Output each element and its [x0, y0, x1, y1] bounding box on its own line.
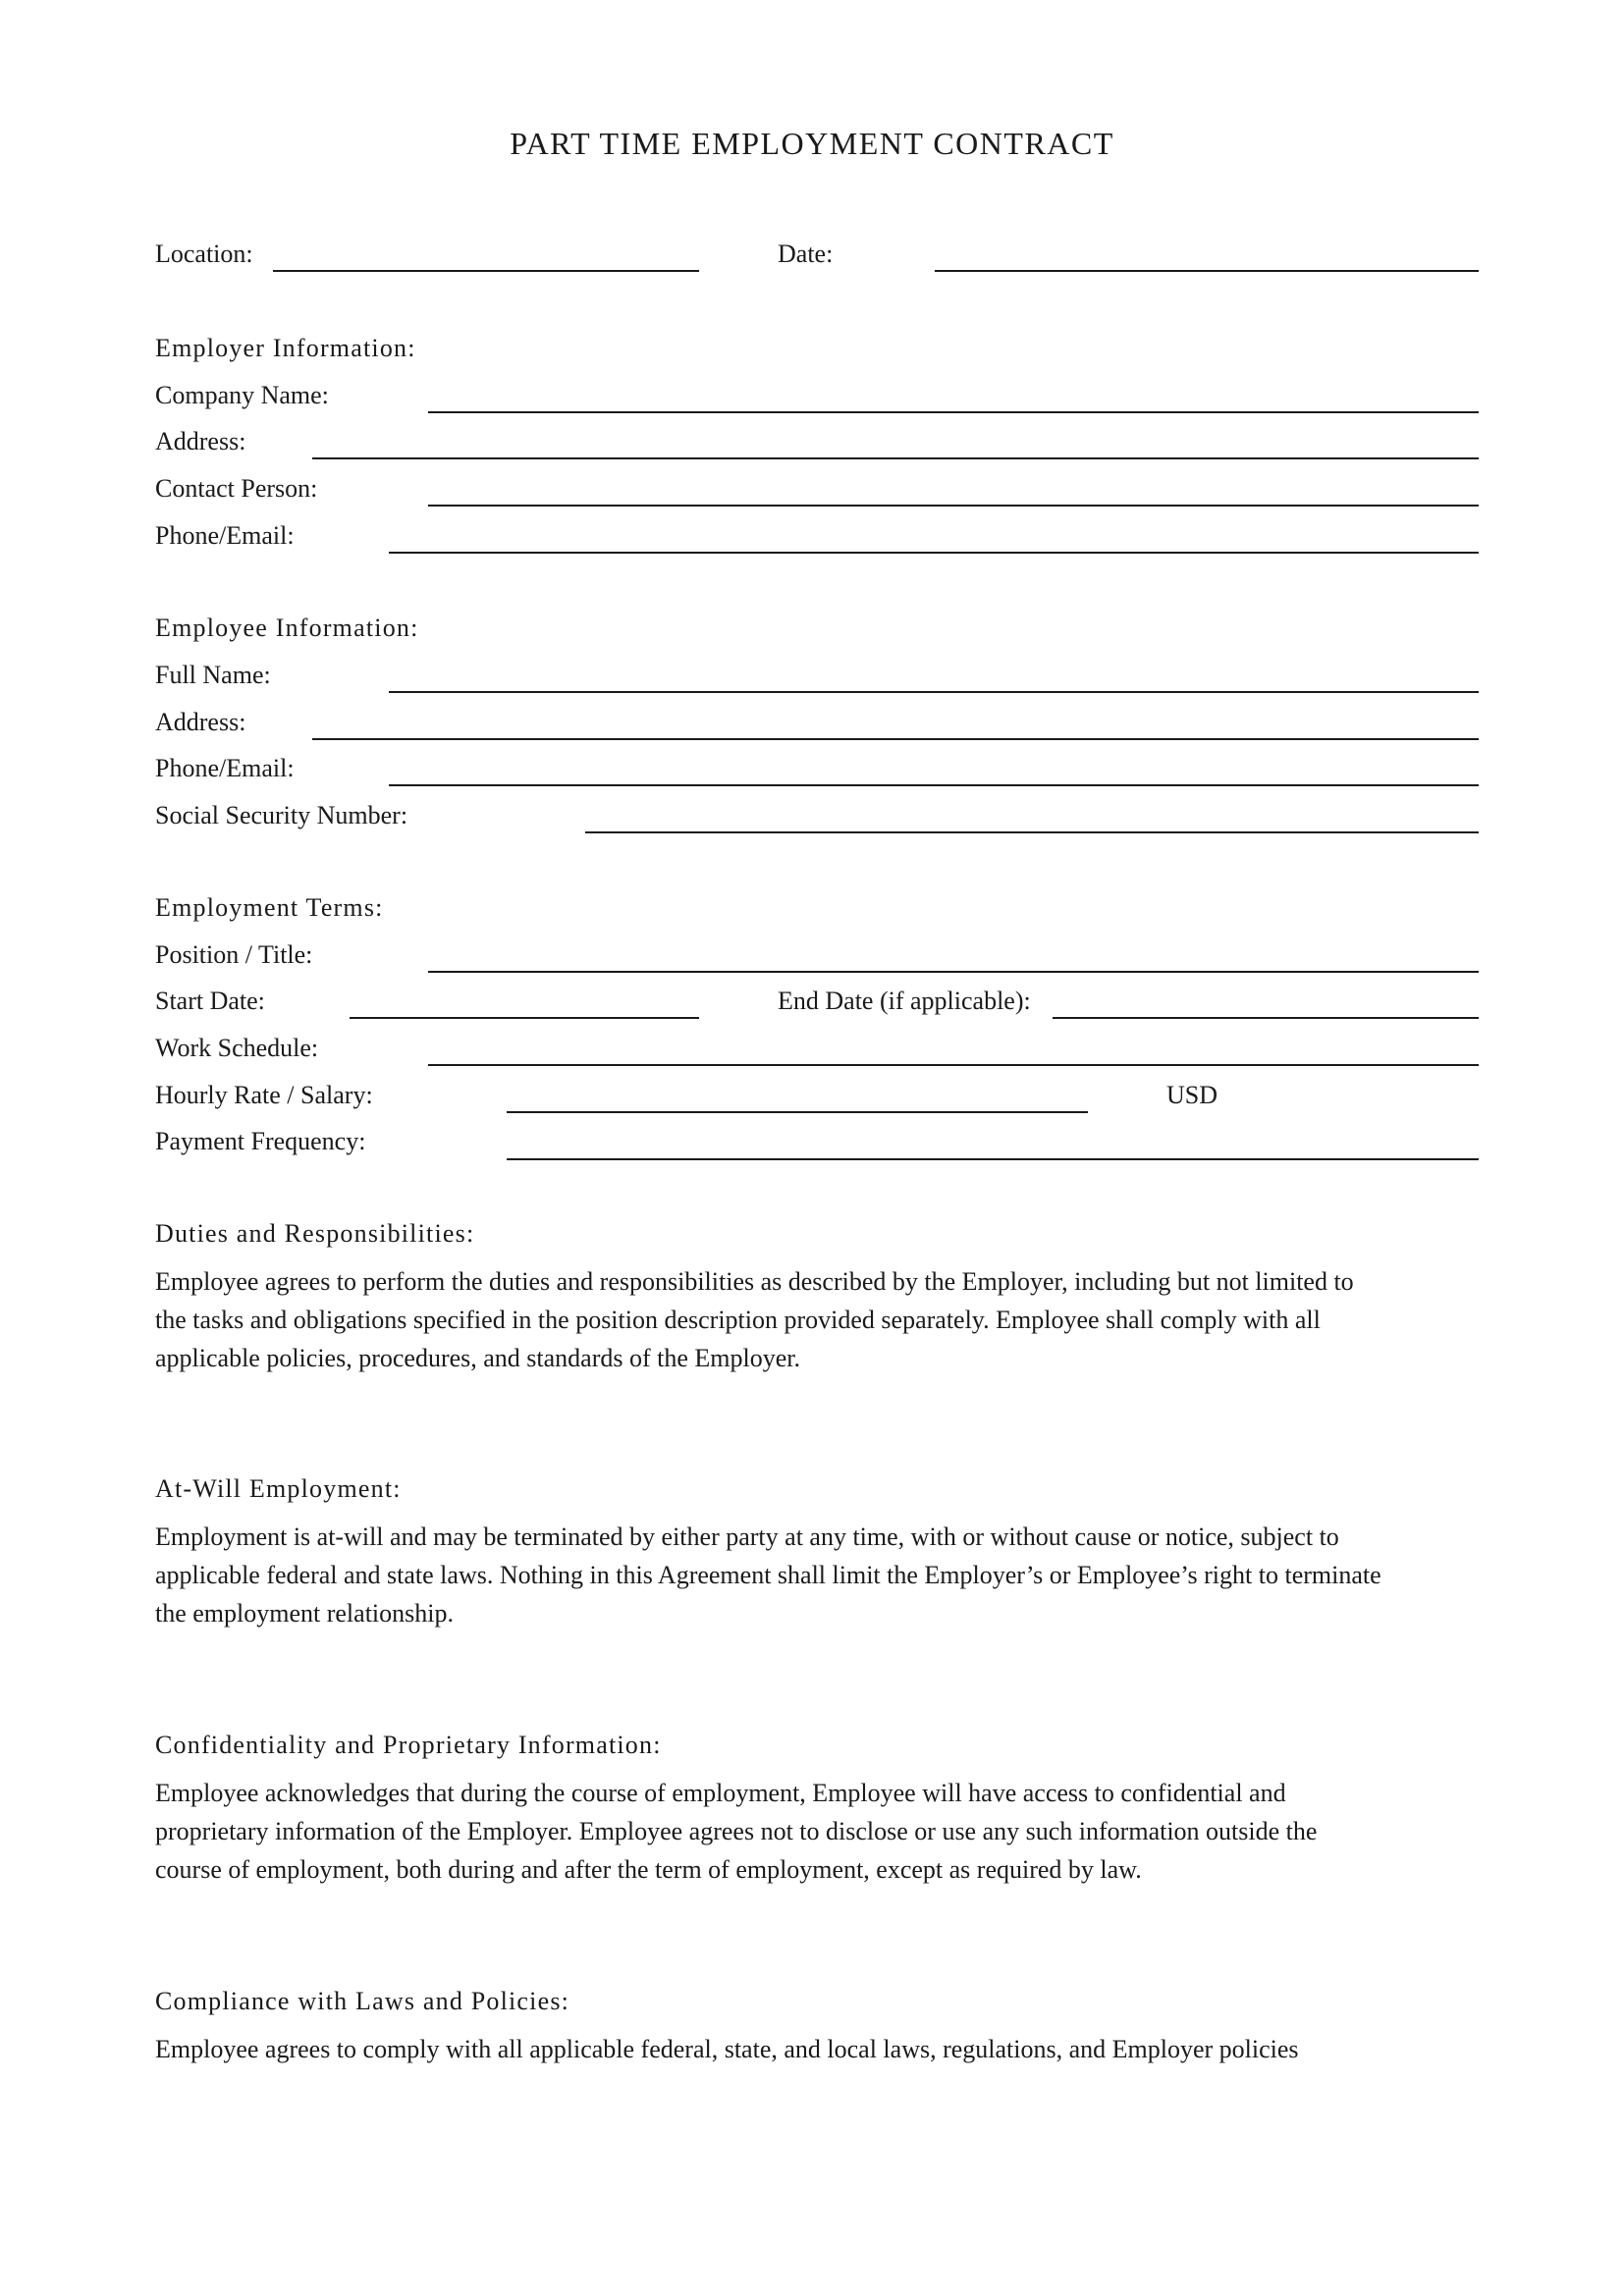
confidentiality-line-1: Employee acknowledges that during the course of employment, Employee will have access to confidential and — [155, 1779, 1286, 1807]
compliance-paragraph — [155, 2030, 1490, 2068]
compliance-line-1: Employee agrees to comply with all applicable federal, state, and local laws, regulations, and Employer policies — [155, 2035, 1299, 2063]
currency-label: USD — [1166, 1081, 1218, 1109]
employer-address-field[interactable] — [312, 457, 1479, 459]
duties-paragraph — [155, 1262, 1490, 1377]
payment-frequency-field[interactable] — [507, 1158, 1479, 1160]
end-date-label: End Date (if applicable): — [778, 987, 1031, 1015]
ssn-field[interactable] — [585, 831, 1479, 833]
ssn-label: Social Security Number: — [155, 801, 408, 829]
atwill-line-1: Employment is at-will and may be terminated by either party at any time, with or without cause or notice, subject to — [155, 1522, 1339, 1551]
employee-address-field[interactable] — [312, 738, 1479, 740]
company-name-field[interactable] — [428, 411, 1479, 413]
payment-frequency-label: Payment Frequency: — [155, 1127, 366, 1155]
start-date-label: Start Date: — [155, 987, 265, 1015]
employer-phone-label: Phone/Email: — [155, 521, 295, 550]
duties-line-1: Employee agrees to perform the duties and responsibilities as described by the Employer, including but not limited to — [155, 1267, 1354, 1296]
page-title: PART TIME EMPLOYMENT CONTRACT — [510, 126, 1114, 161]
employer-address-label: Address: — [155, 427, 246, 455]
compliance-heading: Compliance with Laws and Policies: — [155, 1987, 570, 2015]
employee-address-label: Address: — [155, 708, 246, 736]
duties-line-3: applicable policies, procedures, and standards of the Employer. — [155, 1344, 801, 1372]
full-name-field[interactable] — [389, 691, 1479, 693]
work-schedule-field[interactable] — [428, 1064, 1479, 1066]
position-label: Position / Title: — [155, 940, 313, 969]
company-name-label: Company Name: — [155, 381, 329, 409]
end-date-field[interactable] — [1053, 1017, 1479, 1019]
contact-person-label: Contact Person: — [155, 474, 318, 503]
duties-line-2: the tasks and obligations specified in the position description provided separately. Employee shall comply with all — [155, 1306, 1321, 1334]
confidentiality-heading: Confidentiality and Proprietary Information: — [155, 1731, 662, 1759]
atwill-line-2: applicable federal and state laws. Nothing in this Agreement shall limit the Employer’s or Employee’s right to terminate — [155, 1561, 1381, 1589]
location-label: Location: — [155, 240, 253, 268]
confidentiality-line-2: proprietary information of the Employer. Employee agrees not to disclose or use any such information outside the — [155, 1817, 1318, 1845]
employer-heading: Employer Information: — [155, 334, 416, 362]
employee-phone-label: Phone/Email: — [155, 754, 295, 782]
rate-label: Hourly Rate / Salary: — [155, 1081, 373, 1109]
terms-heading: Employment Terms: — [155, 893, 384, 922]
contact-person-field[interactable] — [428, 505, 1479, 507]
position-field[interactable] — [428, 971, 1479, 973]
confidentiality-line-3: course of employment, both during and after the term of employment, except as required by law. — [155, 1855, 1142, 1884]
date-field[interactable] — [935, 270, 1479, 272]
rate-field[interactable] — [507, 1111, 1088, 1113]
full-name-label: Full Name: — [155, 661, 271, 689]
atwill-paragraph — [155, 1518, 1490, 1632]
work-schedule-label: Work Schedule: — [155, 1034, 319, 1062]
duties-heading: Duties and Responsibilities: — [155, 1219, 475, 1248]
employee-phone-field[interactable] — [389, 784, 1479, 786]
date-label: Date: — [778, 240, 834, 268]
employee-heading: Employee Information: — [155, 614, 419, 642]
atwill-line-3: the employment relationship. — [155, 1599, 454, 1628]
atwill-heading: At-Will Employment: — [155, 1474, 402, 1503]
confidentiality-paragraph — [155, 1774, 1490, 1889]
location-field[interactable] — [273, 270, 699, 272]
start-date-field[interactable] — [350, 1017, 699, 1019]
employer-phone-field[interactable] — [389, 552, 1479, 554]
